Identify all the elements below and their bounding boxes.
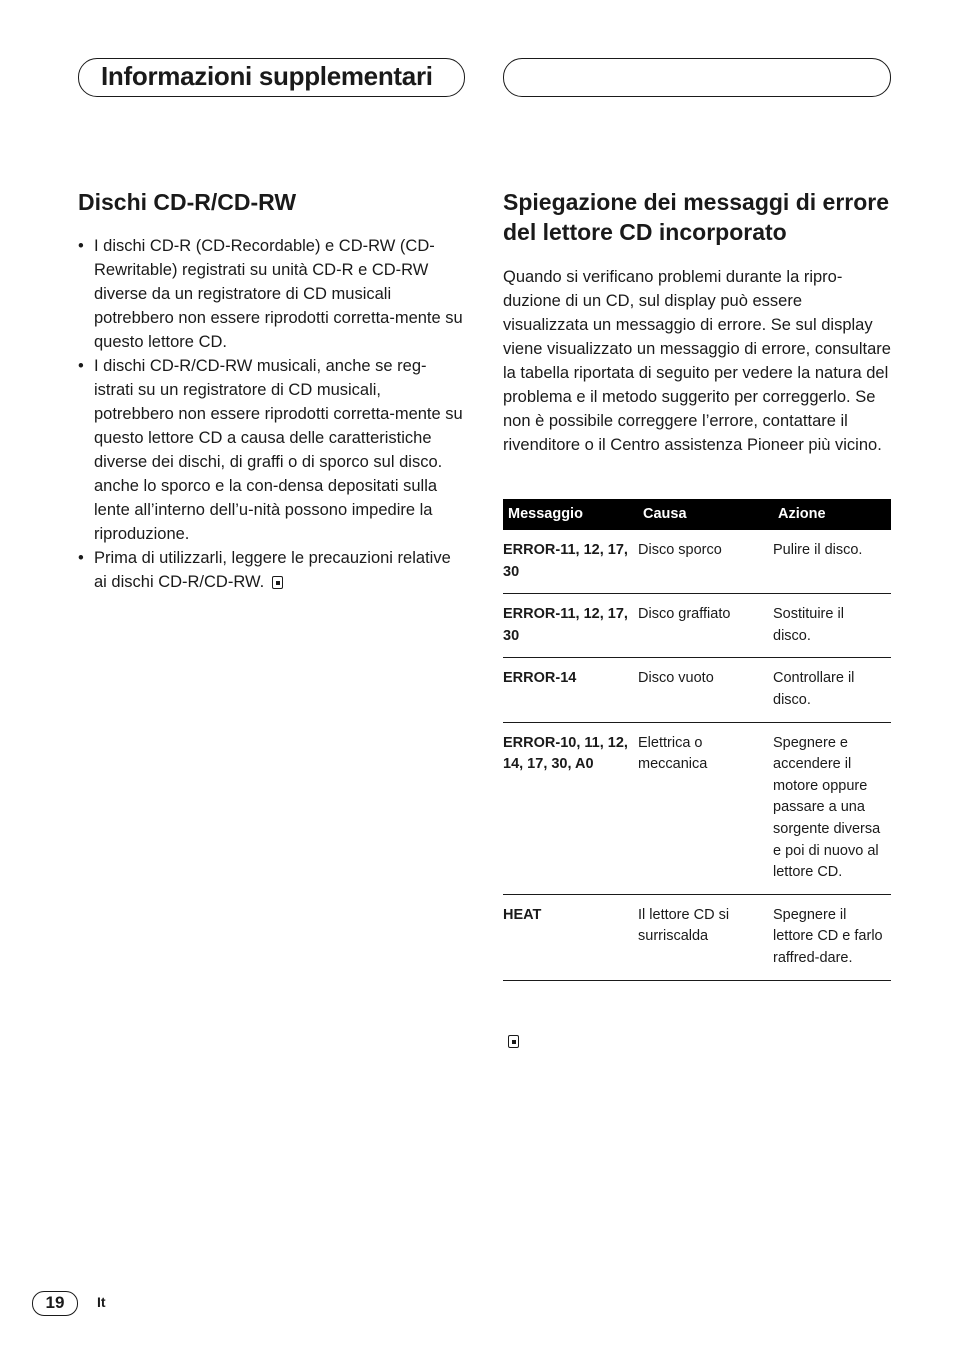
column-header-cause: Causa	[638, 499, 773, 530]
cause-cell: Disco sporco	[638, 530, 773, 594]
section-header-left	[78, 58, 465, 97]
cause-cell: Il lettore CD si surriscalda	[638, 894, 773, 980]
cause-cell: Disco vuoto	[638, 658, 773, 722]
cdr-cdrw-bullet-list	[78, 234, 463, 594]
page-number: 19	[32, 1291, 78, 1316]
action-cell: Controllare il disco.	[773, 658, 891, 722]
message-cell: ERROR-10, 11, 12, 14, 17, 30, A0	[503, 722, 638, 894]
cause-cell: Elettrica o meccanica	[638, 722, 773, 894]
bullet-item	[78, 234, 463, 354]
bullet-item	[78, 354, 463, 546]
action-cell: Sostituire il disco.	[773, 594, 891, 658]
action-cell: Spegnere e accendere il motore oppure passare a una sorgente diversa e poi di nuovo al lettore CD.	[773, 722, 891, 894]
bullet-icon: •	[78, 549, 84, 567]
bullet-icon: •	[78, 357, 84, 375]
message-cell: ERROR-14	[503, 658, 638, 722]
bullet-icon: •	[78, 237, 84, 255]
table-row	[503, 658, 891, 722]
table-header-row	[503, 499, 891, 530]
error-message-table	[503, 499, 891, 981]
bullet-text: I dischi CD-R (CD-Recordable) e CD-RW (CD-Rewritable) registrati su unità CD-R e CD-RW diverse da un registratore di CD musicali potrebbero non essere riprodotti corretta-mente su questo lettore CD.	[94, 237, 463, 351]
header-title: Informazioni supplementari	[101, 61, 433, 91]
section-header-right	[503, 58, 891, 97]
action-cell: Pulire il disco.	[773, 530, 891, 594]
language-code: It	[97, 1294, 106, 1310]
end-of-section-icon	[272, 576, 283, 589]
error-messages-title: Spiegazione dei messaggi di errore del lettore CD incorporato	[503, 189, 890, 245]
table-row	[503, 530, 891, 594]
end-of-section-icon	[508, 1035, 519, 1048]
error-messages-intro: Quando si verificano problemi durante la ripro-duzione di un CD, sul display può essere visualizzata un messaggio di errore. Se sul display viene visualizzato un messaggio di errore, consultare la tabella riportata di seguito per vedere la natura del problema e il metodo suggerito per correggerlo. Se non è possibile correggere l’errore, contattare il rivenditore o il Centro assistenza Pioneer più vicino.	[503, 268, 891, 454]
message-cell: HEAT	[503, 894, 638, 980]
cdr-cdrw-title: Dischi CD-R/CD-RW	[78, 189, 297, 215]
table-row	[503, 894, 891, 980]
table-row	[503, 594, 891, 658]
bullet-text: Prima di utilizzarli, leggere le precauzioni relative ai dischi CD-R/CD-RW.	[94, 549, 451, 591]
message-cell: ERROR-11, 12, 17, 30	[503, 594, 638, 658]
bullet-item	[78, 546, 463, 594]
column-header-action: Azione	[773, 499, 891, 530]
bullet-text: I dischi CD-R/CD-RW musicali, anche se reg-istrati su un registratore di CD musicali, potrebbero non essere riprodotti corretta-mente su questo lettore CD a causa delle caratteristiche diverse dei dischi, di graffi o di sporco sul disco. anche lo sporco e la con-densa depositati sulla lente all’interno dell’u-nità possono impedire la riproduzione.	[94, 357, 463, 543]
action-cell: Spegnere il lettore CD e farlo raffred-dare.	[773, 894, 891, 980]
cause-cell: Disco graffiato	[638, 594, 773, 658]
message-cell: ERROR-11, 12, 17, 30	[503, 530, 638, 594]
table-row	[503, 722, 891, 894]
column-header-message: Messaggio	[503, 499, 638, 530]
